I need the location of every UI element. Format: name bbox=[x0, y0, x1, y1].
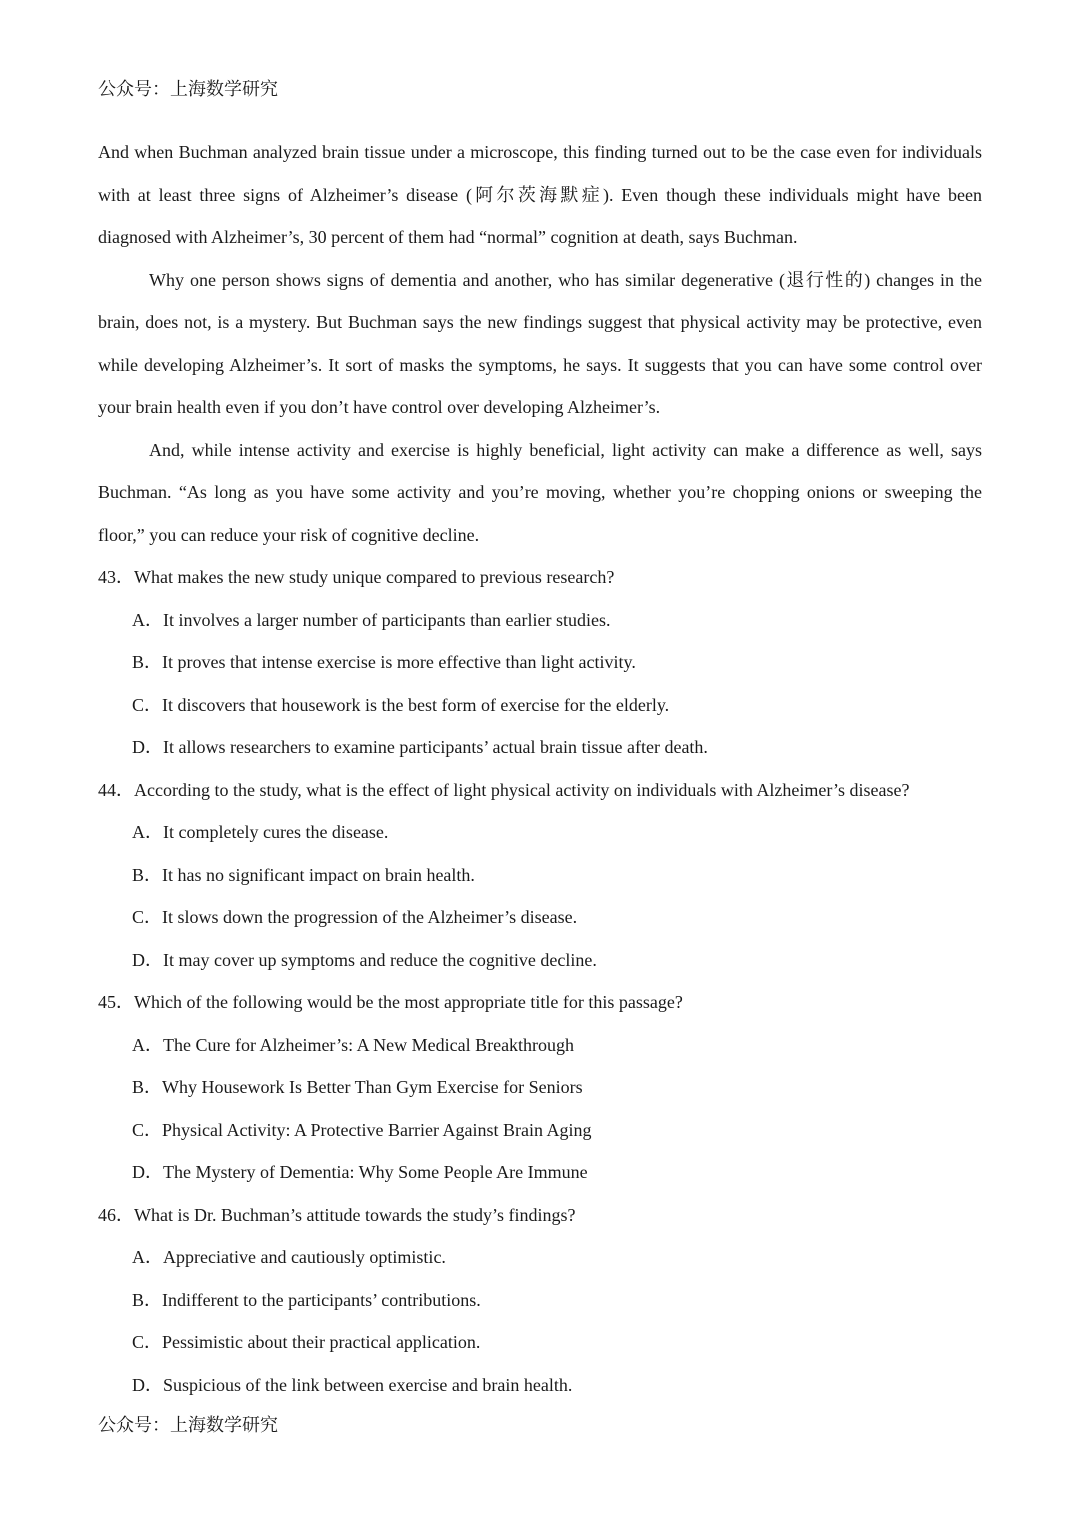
question-43 bbox=[98, 556, 982, 769]
option-c: C．It slows down the progression of the Alzheimer’s disease. bbox=[132, 907, 578, 927]
page-footer: 公众号：上海数学研究 bbox=[98, 1415, 278, 1435]
question-stem: 45．Which of the following would be the most appropriate title for this passage? bbox=[98, 992, 683, 1012]
option-d: D．The Mystery of Dementia: Why Some People Are Immune bbox=[132, 1162, 588, 1182]
option-a: A．It involves a larger number of participants than earlier studies. bbox=[132, 609, 611, 630]
passage-paragraph: And, while intense activity and exercise is highly beneficial, light activity can make a difference as well, says Buchman. “As long as you have some activity and you’re moving, whether you’re chopping onions or sweeping the floor,” you can reduce your risk of cognitive decline. bbox=[98, 439, 982, 545]
question-stem: 46．What is Dr. Buchman’s attitude towards the study’s findings? bbox=[98, 1204, 576, 1225]
page-header: 公众号：上海数学研究 bbox=[98, 79, 278, 99]
question-46 bbox=[98, 1194, 982, 1407]
option-b: B．It has no significant impact on brain health. bbox=[132, 864, 475, 885]
option-d: D．Suspicious of the link between exercise and brain health. bbox=[132, 1374, 573, 1395]
option-c: C．Pessimistic about their practical application. bbox=[132, 1332, 481, 1352]
page-content bbox=[98, 131, 982, 1406]
option-c: C．It discovers that housework is the best form of exercise for the elderly. bbox=[132, 694, 670, 715]
option-c: C．Physical Activity: A Protective Barrier Against Brain Aging bbox=[132, 1119, 592, 1140]
question-stem: 43．What makes the new study unique compared to previous research? bbox=[98, 567, 615, 587]
option-a: A．Appreciative and cautiously optimistic. bbox=[132, 1247, 446, 1267]
option-a: A．The Cure for Alzheimer’s: A New Medical Breakthrough bbox=[132, 1034, 575, 1055]
option-d: D．It may cover up symptoms and reduce the cognitive decline. bbox=[132, 949, 597, 970]
question-stem: 44．According to the study, what is the effect of light physical activity on individuals with Alzheimer’s disease? bbox=[98, 779, 910, 800]
option-d: D．It allows researchers to examine participants’ actual brain tissue after death. bbox=[132, 737, 708, 757]
passage-paragraph: Why one person shows signs of dementia and another, who has similar degenerative (退行性的) changes in the brain, does not, is a mystery. But Buchman says the new findings suggest that physical activity may be protective, even while developing Alzheimer’s. It sort of masks the symptoms, he says. It suggests that you can have some control over your brain health even if you don’t have control over developing Alzheimer’s. bbox=[98, 269, 982, 417]
option-b: B．It proves that intense exercise is more effective than light activity. bbox=[132, 652, 636, 672]
option-a: A．It completely cures the disease. bbox=[132, 822, 389, 842]
option-b: B．Indifferent to the participants’ contributions. bbox=[132, 1289, 481, 1310]
question-45 bbox=[98, 981, 982, 1194]
option-b: B．Why Housework Is Better Than Gym Exercise for Seniors bbox=[132, 1077, 583, 1097]
question-44 bbox=[98, 769, 982, 982]
passage-paragraph: And when Buchman analyzed brain tissue under a microscope, this finding turned out to be the case even for individuals with at least three signs of Alzheimer’s disease (阿尔茨海默症). Even though these individuals might have been diagnosed with Alzheimer’s, 30 percent of them had “normal” cognition at death, says Buchman. bbox=[98, 142, 982, 247]
